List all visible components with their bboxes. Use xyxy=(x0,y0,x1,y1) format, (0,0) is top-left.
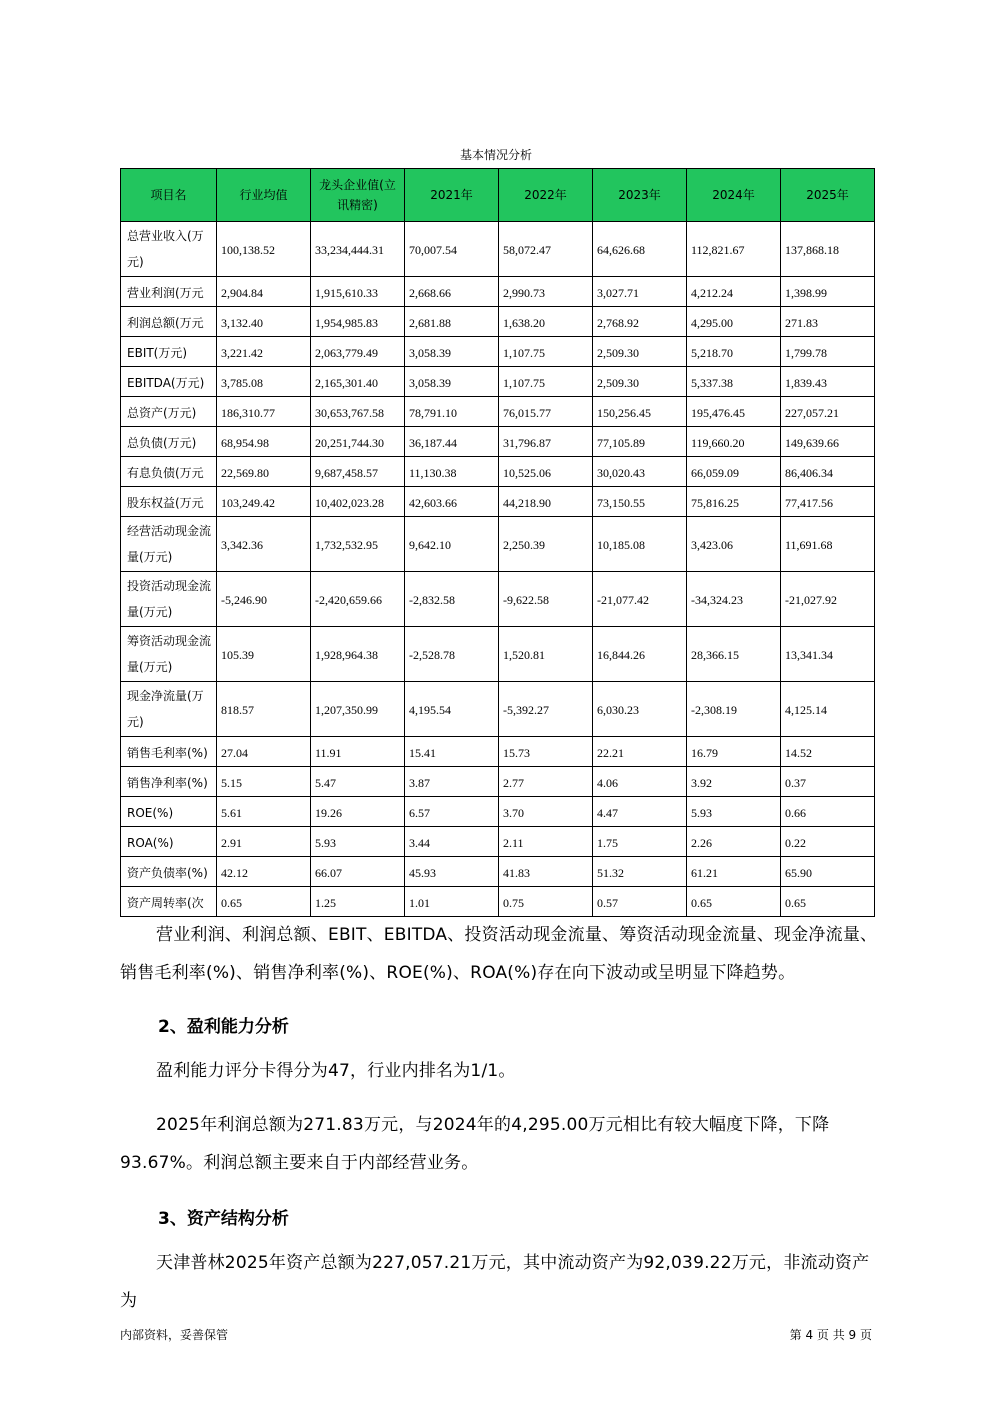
value-cell: 1,732,532.95 xyxy=(311,517,405,572)
value-cell: 149,639.66 xyxy=(781,427,875,457)
header-cell: 2024年 xyxy=(687,169,781,222)
value-cell: 11,130.38 xyxy=(405,457,499,487)
value-cell: -2,528.78 xyxy=(405,627,499,682)
value-cell: 15.41 xyxy=(405,737,499,767)
score-paragraph xyxy=(120,1052,880,1090)
value-cell: 30,653,767.58 xyxy=(311,397,405,427)
row-label: 总资产(万元) xyxy=(121,397,217,427)
value-cell: 3,058.39 xyxy=(405,367,499,397)
value-cell: 77,417.56 xyxy=(781,487,875,517)
value-cell: 186,310.77 xyxy=(217,397,311,427)
table-row xyxy=(121,737,875,767)
header-cell: 2023年 xyxy=(593,169,687,222)
value-cell: 16.79 xyxy=(687,737,781,767)
value-cell: 227,057.21 xyxy=(781,397,875,427)
value-cell: 0.57 xyxy=(593,887,687,917)
value-cell: 0.37 xyxy=(781,767,875,797)
header-cell: 项目名 xyxy=(121,169,217,222)
value-cell: 9,687,458.57 xyxy=(311,457,405,487)
row-label: EBIT(万元) xyxy=(121,337,217,367)
table-row xyxy=(121,682,875,737)
value-cell: 1,954,985.83 xyxy=(311,307,405,337)
value-cell: 15.73 xyxy=(499,737,593,767)
header-cell: 龙头企业值(立讯精密) xyxy=(311,169,405,222)
row-label: EBITDA(万元) xyxy=(121,367,217,397)
value-cell: 0.66 xyxy=(781,797,875,827)
value-cell: -34,324.23 xyxy=(687,572,781,627)
value-cell: 5.15 xyxy=(217,767,311,797)
value-cell: 5.93 xyxy=(311,827,405,857)
value-cell: 5,218.70 xyxy=(687,337,781,367)
value-cell: 19.26 xyxy=(311,797,405,827)
value-cell: 3,785.08 xyxy=(217,367,311,397)
value-cell: 11,691.68 xyxy=(781,517,875,572)
footer-page-number: 第 4 页 共 9 页 xyxy=(789,1328,872,1342)
value-cell: 3.87 xyxy=(405,767,499,797)
value-cell: 66.07 xyxy=(311,857,405,887)
table-row xyxy=(121,222,875,277)
header-cell: 行业均值 xyxy=(217,169,311,222)
table-row xyxy=(121,427,875,457)
row-label: 现金净流量(万元) xyxy=(121,682,217,737)
value-cell: 4,195.54 xyxy=(405,682,499,737)
value-cell: 68,954.98 xyxy=(217,427,311,457)
value-cell: 2.91 xyxy=(217,827,311,857)
value-cell: 5.93 xyxy=(687,797,781,827)
value-cell: -5,246.90 xyxy=(217,572,311,627)
row-label: 有息负债(万元 xyxy=(121,457,217,487)
value-cell: 22,569.80 xyxy=(217,457,311,487)
table-row xyxy=(121,572,875,627)
value-cell: 3.44 xyxy=(405,827,499,857)
trend-text: 营业利润、利润总额、EBIT、EBITDA、投资活动现金流量、筹资活动现金流量、现金净流量、销售毛利率(%)、销售净利率(%)、ROE(%)、ROA(%)存在向下波动或呈明显下降趋势。 xyxy=(120,925,878,983)
row-label: 总负债(万元) xyxy=(121,427,217,457)
value-cell: 0.65 xyxy=(217,887,311,917)
table-row xyxy=(121,457,875,487)
value-cell: 44,218.90 xyxy=(499,487,593,517)
value-cell: 78,791.10 xyxy=(405,397,499,427)
value-cell: -2,832.58 xyxy=(405,572,499,627)
value-cell: 2,165,301.40 xyxy=(311,367,405,397)
value-cell: 1.01 xyxy=(405,887,499,917)
table-header-row xyxy=(121,169,875,222)
value-cell: 137,868.18 xyxy=(781,222,875,277)
value-cell: 4,212.24 xyxy=(687,277,781,307)
value-cell: 2,904.84 xyxy=(217,277,311,307)
value-cell: 2,063,779.49 xyxy=(311,337,405,367)
value-cell: -5,392.27 xyxy=(499,682,593,737)
value-cell: 10,525.06 xyxy=(499,457,593,487)
value-cell: 13,341.34 xyxy=(781,627,875,682)
value-cell: -9,622.58 xyxy=(499,572,593,627)
value-cell: 4,295.00 xyxy=(687,307,781,337)
value-cell: 0.65 xyxy=(781,887,875,917)
value-cell: 27.04 xyxy=(217,737,311,767)
value-cell: 31,796.87 xyxy=(499,427,593,457)
value-cell: 28,366.15 xyxy=(687,627,781,682)
table-body xyxy=(121,222,875,917)
value-cell: 1,928,964.38 xyxy=(311,627,405,682)
value-cell: 271.83 xyxy=(781,307,875,337)
value-cell: 9,642.10 xyxy=(405,517,499,572)
value-cell: 51.32 xyxy=(593,857,687,887)
value-cell: 2.77 xyxy=(499,767,593,797)
value-cell: 14.52 xyxy=(781,737,875,767)
value-cell: 20,251,744.30 xyxy=(311,427,405,457)
profit-text: 2025年利润总额为271.83万元，与2024年的4,295.00万元相比有较大幅度下降，下降93.67%。利润总额主要来自于内部经营业务。 xyxy=(120,1115,830,1173)
row-label: 投资活动现金流量(万元) xyxy=(121,572,217,627)
value-cell: 1,107.75 xyxy=(499,367,593,397)
value-cell: 1,207,350.99 xyxy=(311,682,405,737)
value-cell: 70,007.54 xyxy=(405,222,499,277)
value-cell: 3,027.71 xyxy=(593,277,687,307)
value-cell: 33,234,444.31 xyxy=(311,222,405,277)
value-cell: 3,342.36 xyxy=(217,517,311,572)
basic-analysis-table xyxy=(120,168,875,917)
value-cell: 195,476.45 xyxy=(687,397,781,427)
value-cell: 3,132.40 xyxy=(217,307,311,337)
assets-paragraph xyxy=(120,1244,880,1320)
row-label: 销售毛利率(%) xyxy=(121,737,217,767)
row-label: ROE(%) xyxy=(121,797,217,827)
value-cell: 4.06 xyxy=(593,767,687,797)
section-heading-profitability: 2、盈利能力分析 xyxy=(158,1017,289,1037)
profit-paragraph xyxy=(120,1106,880,1182)
value-cell: 76,015.77 xyxy=(499,397,593,427)
value-cell: 100,138.52 xyxy=(217,222,311,277)
footer-confidential: 内部资料，妥善保管 xyxy=(120,1328,229,1342)
table-row xyxy=(121,827,875,857)
row-label: 资产周转率(次 xyxy=(121,887,217,917)
table-row xyxy=(121,337,875,367)
value-cell: 5,337.38 xyxy=(687,367,781,397)
value-cell: 73,150.55 xyxy=(593,487,687,517)
value-cell: 1,638.20 xyxy=(499,307,593,337)
table-row xyxy=(121,887,875,917)
value-cell: 22.21 xyxy=(593,737,687,767)
value-cell: -21,077.42 xyxy=(593,572,687,627)
value-cell: 42,603.66 xyxy=(405,487,499,517)
value-cell: 3,221.42 xyxy=(217,337,311,367)
value-cell: 1.25 xyxy=(311,887,405,917)
table-row xyxy=(121,517,875,572)
row-label: 利润总额(万元 xyxy=(121,307,217,337)
row-label: ROA(%) xyxy=(121,827,217,857)
value-cell: 3,058.39 xyxy=(405,337,499,367)
value-cell: 6,030.23 xyxy=(593,682,687,737)
value-cell: 0.22 xyxy=(781,827,875,857)
value-cell: 1.75 xyxy=(593,827,687,857)
value-cell: 58,072.47 xyxy=(499,222,593,277)
header-cell: 2025年 xyxy=(781,169,875,222)
value-cell: 36,187.44 xyxy=(405,427,499,457)
value-cell: 1,839.43 xyxy=(781,367,875,397)
row-label: 总营业收入(万元) xyxy=(121,222,217,277)
score-text: 盈利能力评分卡得分为47，行业内排名为1/1。 xyxy=(156,1061,516,1081)
value-cell: 45.93 xyxy=(405,857,499,887)
value-cell: 77,105.89 xyxy=(593,427,687,457)
value-cell: 105.39 xyxy=(217,627,311,682)
value-cell: 75,816.25 xyxy=(687,487,781,517)
value-cell: 10,402,023.28 xyxy=(311,487,405,517)
value-cell: -2,308.19 xyxy=(687,682,781,737)
value-cell: 1,107.75 xyxy=(499,337,593,367)
value-cell: 112,821.67 xyxy=(687,222,781,277)
value-cell: 10,185.08 xyxy=(593,517,687,572)
value-cell: 65.90 xyxy=(781,857,875,887)
value-cell: 1,398.99 xyxy=(781,277,875,307)
table-row xyxy=(121,627,875,682)
trend-paragraph xyxy=(120,916,880,992)
value-cell: 2,250.39 xyxy=(499,517,593,572)
table-row xyxy=(121,487,875,517)
value-cell: 2,681.88 xyxy=(405,307,499,337)
value-cell: 2.11 xyxy=(499,827,593,857)
value-cell: 103,249.42 xyxy=(217,487,311,517)
assets-text: 天津普林2025年资产总额为227,057.21万元，其中流动资产为92,039.22万元，非流动资产为 xyxy=(120,1253,870,1311)
value-cell: 66,059.09 xyxy=(687,457,781,487)
value-cell: 0.75 xyxy=(499,887,593,917)
table-row xyxy=(121,767,875,797)
value-cell: 1,915,610.33 xyxy=(311,277,405,307)
value-cell: 4,125.14 xyxy=(781,682,875,737)
row-label: 营业利润(万元 xyxy=(121,277,217,307)
value-cell: 2,990.73 xyxy=(499,277,593,307)
table-row xyxy=(121,797,875,827)
table-row xyxy=(121,307,875,337)
value-cell: 5.61 xyxy=(217,797,311,827)
value-cell: 2.26 xyxy=(687,827,781,857)
value-cell: 16,844.26 xyxy=(593,627,687,682)
table-row xyxy=(121,367,875,397)
value-cell: 86,406.34 xyxy=(781,457,875,487)
value-cell: 1,799.78 xyxy=(781,337,875,367)
value-cell: 2,509.30 xyxy=(593,337,687,367)
value-cell: 30,020.43 xyxy=(593,457,687,487)
value-cell: 11.91 xyxy=(311,737,405,767)
value-cell: -21,027.92 xyxy=(781,572,875,627)
row-label: 经营活动现金流量(万元) xyxy=(121,517,217,572)
row-label: 资产负债率(%) xyxy=(121,857,217,887)
header-cell: 2021年 xyxy=(405,169,499,222)
value-cell: 150,256.45 xyxy=(593,397,687,427)
value-cell: 818.57 xyxy=(217,682,311,737)
table-row xyxy=(121,397,875,427)
value-cell: 3,423.06 xyxy=(687,517,781,572)
header-cell: 2022年 xyxy=(499,169,593,222)
table-row xyxy=(121,277,875,307)
value-cell: 41.83 xyxy=(499,857,593,887)
section-heading-assets: 3、资产结构分析 xyxy=(158,1209,289,1229)
value-cell: 64,626.68 xyxy=(593,222,687,277)
value-cell: 2,768.92 xyxy=(593,307,687,337)
value-cell: 61.21 xyxy=(687,857,781,887)
value-cell: 4.47 xyxy=(593,797,687,827)
value-cell: 6.57 xyxy=(405,797,499,827)
row-label: 筹资活动现金流量(万元) xyxy=(121,627,217,682)
table-caption: 基本情况分析 xyxy=(459,148,532,162)
value-cell: 1,520.81 xyxy=(499,627,593,682)
value-cell: 0.65 xyxy=(687,887,781,917)
value-cell: 2,509.30 xyxy=(593,367,687,397)
table-row xyxy=(121,857,875,887)
value-cell: 119,660.20 xyxy=(687,427,781,457)
row-label: 股东权益(万元 xyxy=(121,487,217,517)
value-cell: 2,668.66 xyxy=(405,277,499,307)
value-cell: -2,420,659.66 xyxy=(311,572,405,627)
value-cell: 3.92 xyxy=(687,767,781,797)
value-cell: 3.70 xyxy=(499,797,593,827)
row-label: 销售净利率(%) xyxy=(121,767,217,797)
value-cell: 5.47 xyxy=(311,767,405,797)
value-cell: 42.12 xyxy=(217,857,311,887)
